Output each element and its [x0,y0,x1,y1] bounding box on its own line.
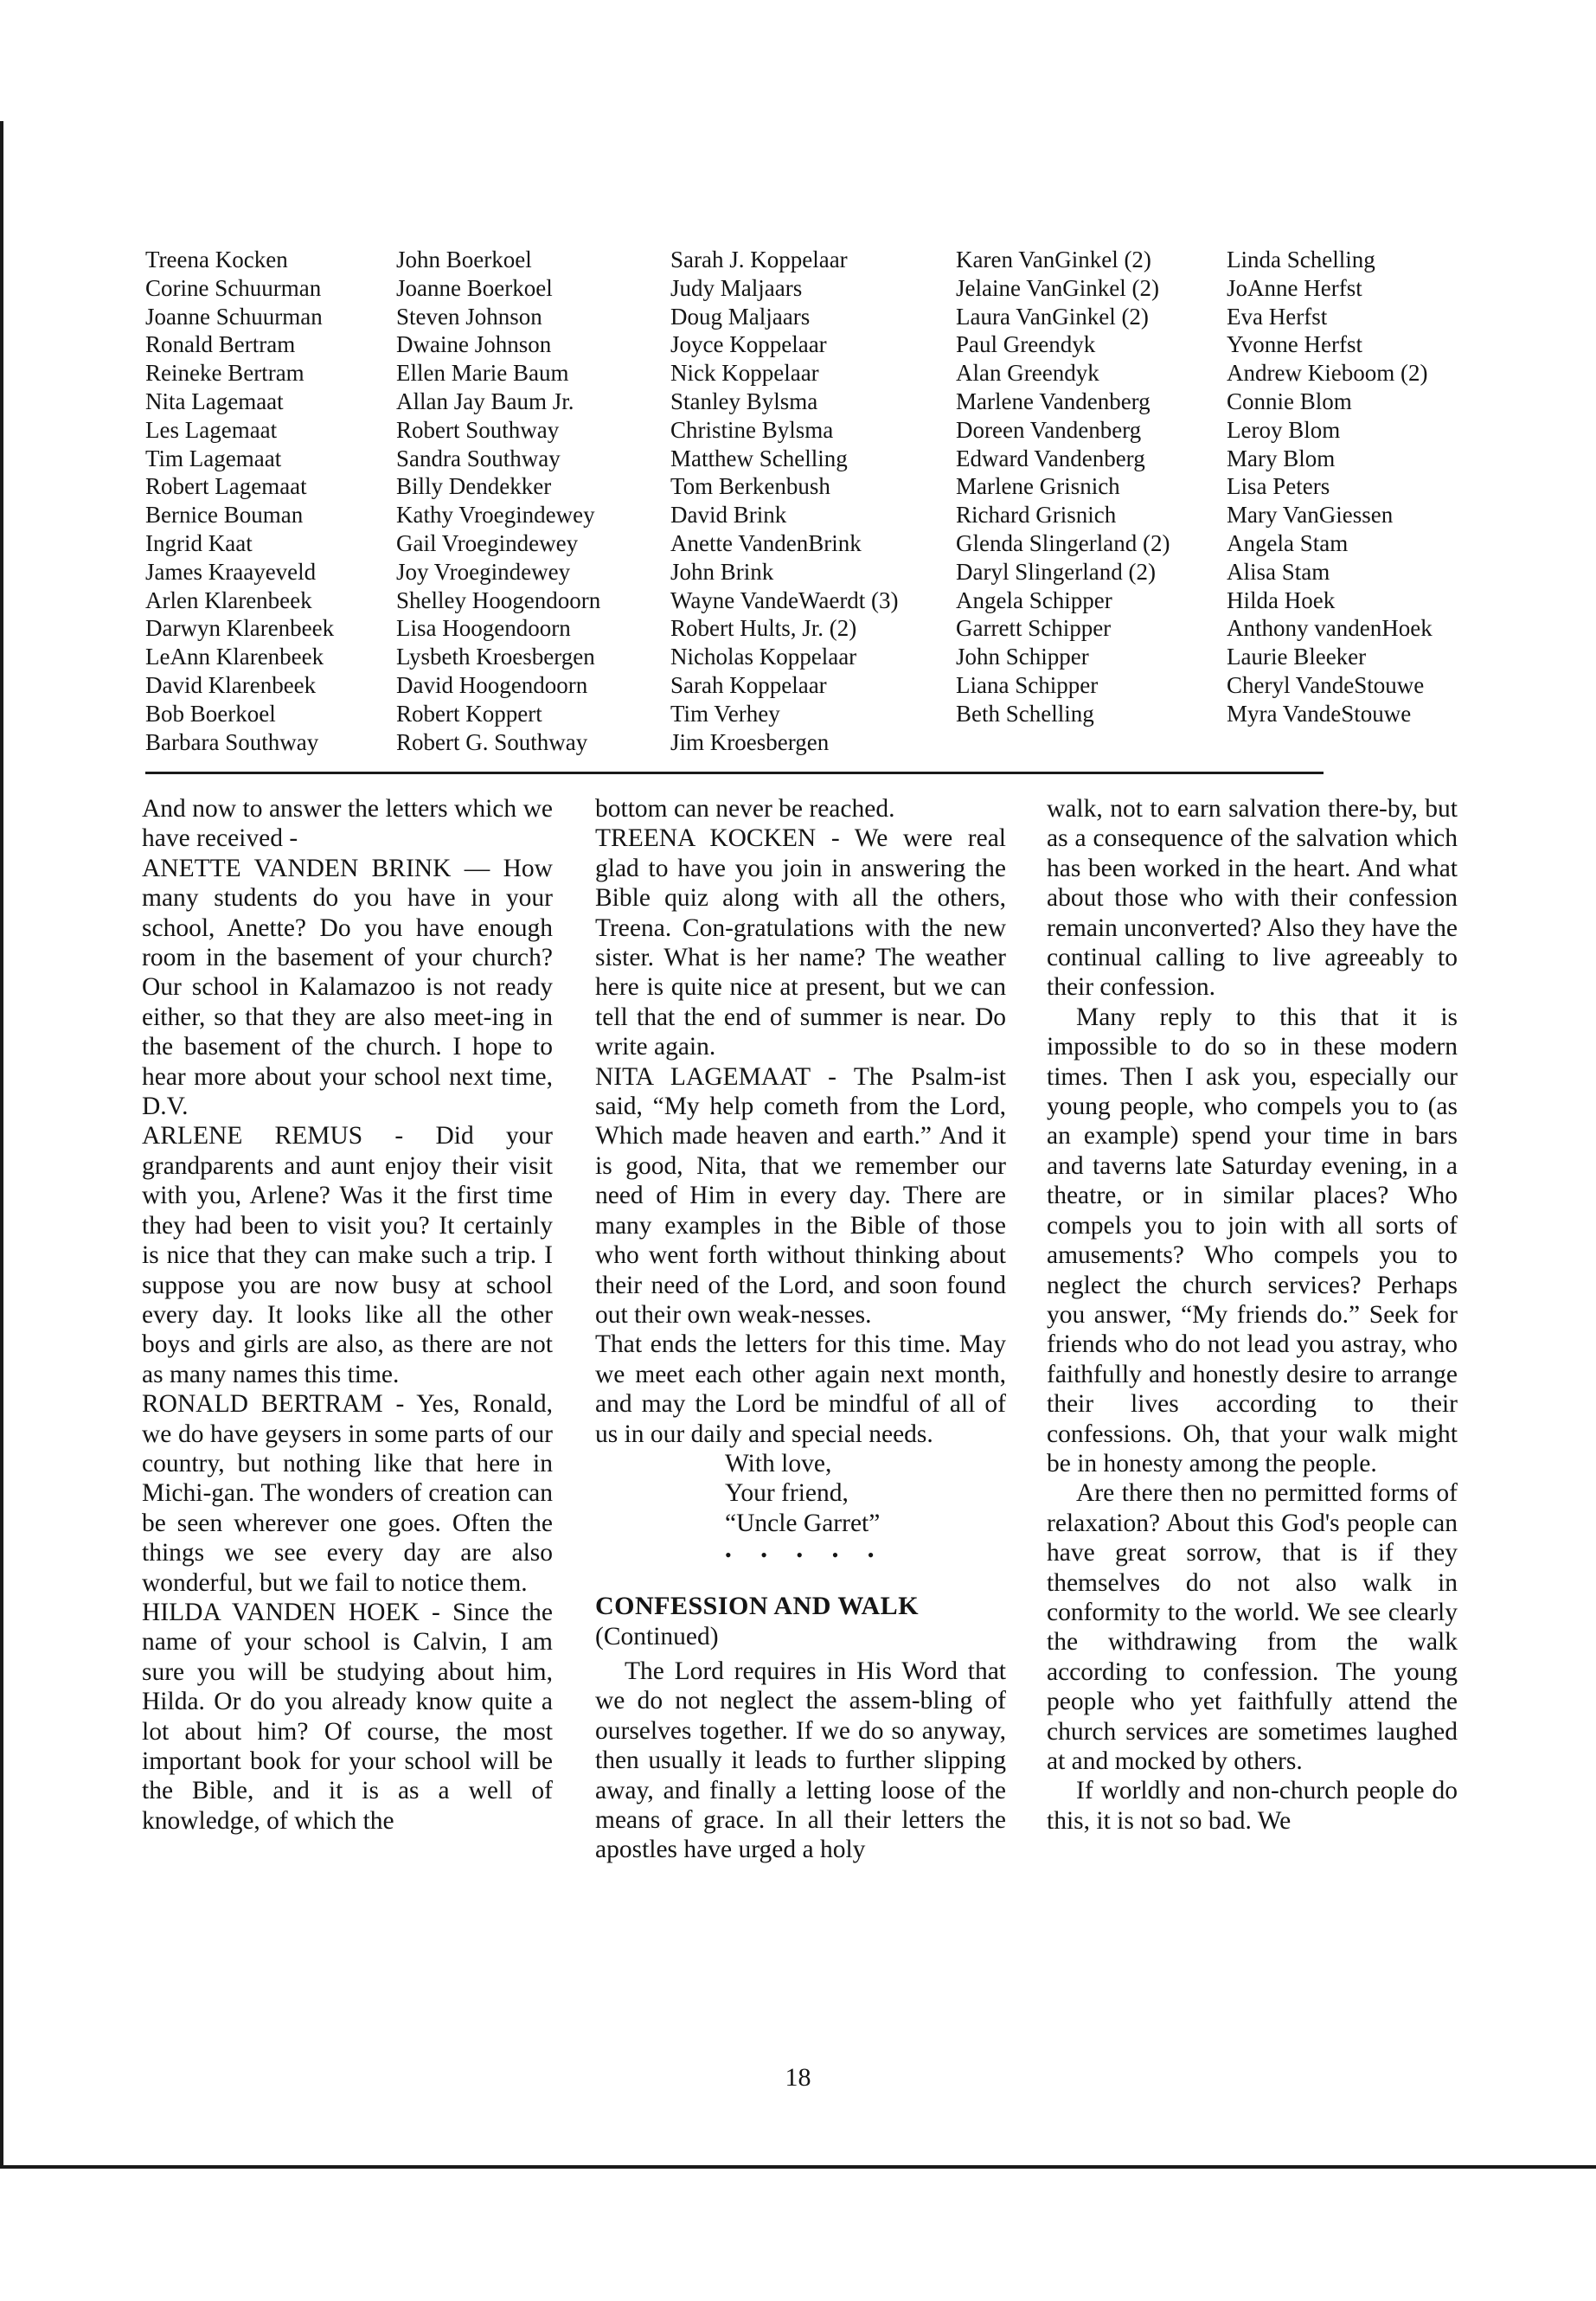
name-entry: Tim Verhey [670,700,780,727]
name-entry: Matthew Schelling [670,445,848,471]
name-entry: Beth Schelling [956,700,1094,727]
letters-closing: That ends the letters for this time. May we meet each other again next month, and may the Lord be mindful of all of us in our daily and special needs. [595,1330,1006,1448]
letter-anette: ANETTE VANDEN BRINK — How many students do you have in your school, Anette? Do you have enough room in the basement of your church? Our school in Kalamazoo is not ready either, so that they are also meet-ing in the basement of the church. I hope to hear more about your school next time, D.V. [142,854,553,1121]
article-paragraph-1-continued: walk, not to earn salvation there-by, but as a consequence of the salvation which has been worked in the heart. And what about those who with their confession remain unconverted? Also they have the continual calling to live agreeably to their confession. [1047,795,1458,1002]
article-paragraph-1: The Lord requires in His Word that we do not neglect the assem-bling of ourselves together. If we do so anyway, then usually it leads to further slipping away, and finally a letting loose of the means of grace. In all their letters the apostles have urged a holy [595,1657,1006,1864]
names-column-3 [670,246,899,756]
name-entry: Hilda Hoek [1227,586,1336,613]
names-column-2 [396,246,600,756]
name-entry: Garrett Schipper [956,615,1112,642]
name-entry: Lisa Peters [1227,473,1330,500]
name-entry: Myra VandeStouwe [1227,700,1412,727]
name-entry: James Kraayeveld [145,558,317,585]
signoff-line-2: Your friend, [725,1479,849,1508]
name-entry: Leroy Blom [1227,416,1341,443]
name-entry: Dwaine Johnson [396,331,552,358]
name-entry: Nita Lagemaat [145,388,284,414]
letter-ronald: RONALD BERTRAM - Yes, Ronald, we do have geysers in some parts of our country, but nothing like that here in Michi-gan. The wonders of creation can be seen wherever one goes. Often the things we see every day are also wonderful, but we fail to notice them. [142,1390,553,1597]
name-entry: Joanne Schuurman [145,303,323,330]
name-entry: Sarah Koppelaar [670,671,827,698]
names-column-5 [1227,246,1433,728]
name-entry: Barbara Southway [145,728,319,755]
name-entry: Edward Vandenberg [956,445,1145,471]
name-entry: Robert Lagemaat [145,473,307,500]
name-entry: Tim Lagemaat [145,445,282,471]
name-entry: Mary VanGiessen [1227,502,1394,529]
article-subtitle: (Continued) [595,1622,719,1650]
text-column-1 [142,794,553,1836]
name-entry: Wayne VandeWaerdt (3) [670,586,899,613]
names-list [0,246,1596,765]
name-entry: Laurie Bleeker [1227,644,1367,670]
separator-stars: • • • • • [725,1544,887,1567]
name-entry: Anthony vandenHoek [1227,615,1433,642]
section-divider [145,772,1324,774]
name-entry: Darwyn Klarenbeek [145,615,335,642]
name-entry: Linda Schelling [1227,247,1375,272]
name-entry: Lysbeth Kroesbergen [396,644,595,670]
name-entry: Kathy Vroegindewey [396,502,595,529]
signoff-line-3: “Uncle Garret” [725,1509,881,1537]
name-entry: Nick Koppelaar [670,360,819,387]
name-entry: Richard Grisnich [956,502,1117,529]
signoff-line-1: With love, [725,1449,832,1477]
name-entry: Mary Blom [1227,445,1336,471]
letter-treena: TREENA KOCKEN - We were real glad to have you join in answering the Bible quiz along with all the others, Treena. Con-gratulations with the new sister. What is her name? The weather here is quite nice at present, but we can tell that the end of summer is near. Do write again. [595,824,1006,1061]
name-entry: Angela Stam [1227,529,1349,556]
name-entry: Karen VanGinkel (2) [956,247,1151,272]
name-entry: Marlene Vandenberg [956,388,1151,414]
name-entry: Billy Dendekker [396,473,552,500]
name-entry: Ronald Bertram [145,331,296,358]
name-entry: Ellen Marie Baum [396,360,569,387]
letter-hilda: HILDA VANDEN HOEK - Since the name of your school is Calvin, I am sure you will be studying about him, Hilda. Or do you already know quite a lot about him? Of course, the most important book for your school will be the Bible, and it is as a well of knowledge, of which the [142,1598,553,1835]
name-entry: John Brink [670,558,774,585]
name-entry: Stanley Bylsma [670,388,818,414]
letters-intro: And now to answer the letters which we have received - [142,795,553,853]
name-entry: Marlene Grisnich [956,473,1120,500]
article-paragraph-2: Many reply to this that it is impossible to do so in these modern times. Then I ask you, especially our young people, who compels you to (as an example) spend your time in bars and taverns late Saturday evening, in a theatre, or in similar places? Who compels you to join with all sorts of amusements? Who compels you to neglect the church services? Perhaps you answer, “My friends do.” Seek for friends who do not lead you astray, who faithfully and honestly desire to arrange their lives according to their confessions. Oh, that your walk might be in honesty among the people. [1047,1003,1458,1477]
name-entry: Robert G. Southway [396,728,588,755]
name-entry: Yvonne Herfst [1227,331,1363,358]
letter-hilda-continued: bottom can never be reached. [595,795,895,823]
name-entry: Tom Berkenbush [670,473,830,500]
name-entry: Gail Vroegindewey [396,529,579,556]
name-entry: Joanne Boerkoel [396,274,553,301]
name-entry: Alisa Stam [1227,558,1330,585]
name-entry: Corine Schuurman [145,274,322,301]
name-entry: John Boerkoel [396,247,532,272]
name-entry: Angela Schipper [956,586,1112,613]
text-column-2 [595,794,1006,1865]
name-entry: John Schipper [956,644,1089,670]
name-entry: Jim Kroesbergen [670,728,830,755]
name-entry: Glenda Slingerland (2) [956,529,1170,556]
name-entry: Shelley Hoogendoorn [396,586,601,613]
article-paragraph-4: If worldly and non-church people do this, it is not so bad. We [1047,1777,1458,1835]
name-entry: Doreen Vandenberg [956,416,1142,443]
name-entry: Andrew Kieboom (2) [1227,360,1428,387]
name-entry: Bernice Bouman [145,502,304,529]
name-entry: Arlen Klarenbeek [145,586,312,613]
name-entry: Liana Schipper [956,671,1099,698]
name-entry: LeAnn Klarenbeek [145,644,324,670]
names-column-4 [956,246,1170,728]
name-entry: Robert Koppert [396,700,542,727]
name-entry: Allan Jay Baum Jr. [396,388,574,414]
name-entry: Nicholas Koppelaar [670,644,857,670]
article-title: CONFESSION AND WALK [595,1592,920,1621]
name-entry: Ingrid Kaat [145,529,253,556]
name-entry: Steven Johnson [396,303,542,330]
name-entry: Anette VandenBrink [670,529,862,556]
name-entry: Sarah J. Koppelaar [670,247,848,272]
name-entry: Paul Greendyk [956,331,1096,358]
name-entry: Joy Vroegindewey [396,558,571,585]
name-entry: Connie Blom [1227,388,1352,414]
name-entry: Judy Maljaars [670,274,803,301]
letter-nita: NITA LAGEMAAT - The Psalm-ist said, “My help cometh from the Lord, Which made heaven and earth.” And it is good, Nita, that we remember our need of Him in every day. There are many examples in the Bible of those who went forth without thinking about their need of the Lord, and soon found out their own weak-nesses. [595,1062,1006,1329]
name-entry: Treena Kocken [145,247,288,272]
name-entry: Doug Maljaars [670,303,811,330]
article-paragraph-3: Are there then no permitted forms of relaxation? About this God's people can have great sorrow, that is if they themselves do not also walk in conformity to the world. We see clearly the withdrawing from the walk according to confession. The young people who yet faithfully attend the church services are sometimes laughed at and mocked by others. [1047,1479,1458,1775]
name-entry: Reineke Bertram [145,360,304,387]
text-column-3 [1047,794,1458,1836]
name-entry: Eva Herfst [1227,303,1328,330]
name-entry: Alan Greendyk [956,360,1099,387]
name-entry: David Klarenbeek [145,671,317,698]
letter-arlene: ARLENE REMUS - Did your grandparents and aunt enjoy their visit with you, Arlene? Was it the first time they had been to visit you? It certainly is nice that they can make such a trip. I suppose you are now busy at school every day. It looks like all the other boys and girls are also, as there are not as many names this time. [142,1122,553,1388]
name-entry: Robert Hults, Jr. (2) [670,615,857,642]
name-entry: Christine Bylsma [670,416,834,443]
name-entry: Bob Boerkoel [145,700,276,727]
name-entry: Jelaine VanGinkel (2) [956,274,1159,301]
name-entry: Laura VanGinkel (2) [956,303,1149,330]
name-entry: Cheryl VandeStouwe [1227,671,1425,698]
page-bottom-border [0,2165,1596,2169]
name-entry: Robert Southway [396,416,560,443]
name-entry: Sandra Southway [396,445,561,471]
name-entry: Lisa Hoogendoorn [396,615,571,642]
name-entry: Joyce Koppelaar [670,331,827,358]
name-entry: Daryl Slingerland (2) [956,558,1156,585]
page-number: 18 [785,2063,811,2092]
name-entry: David Hoogendoorn [396,671,588,698]
name-entry: Les Lagemaat [145,416,278,443]
names-column-1 [145,246,334,756]
name-entry: David Brink [670,502,787,529]
name-entry: JoAnne Herfst [1227,274,1362,301]
